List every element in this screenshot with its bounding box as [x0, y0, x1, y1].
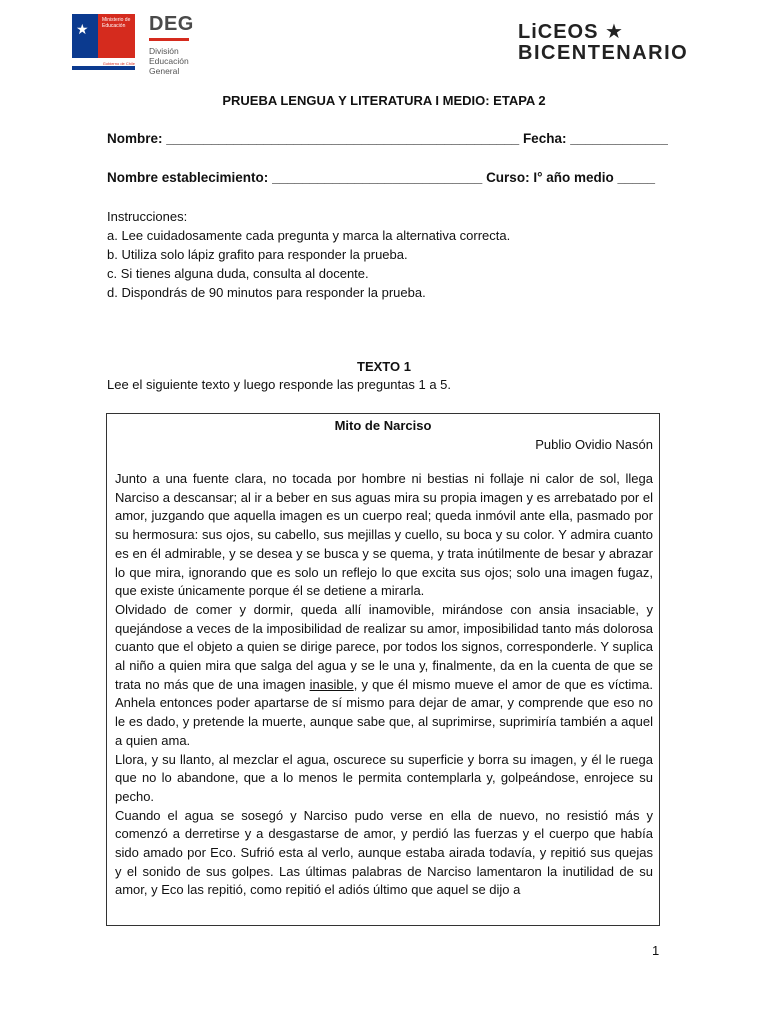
liceos-logo-line2: BICENTENARIO: [518, 42, 689, 64]
star-icon: ★: [76, 21, 89, 37]
ministry-logo-text: Ministerio de Educación: [102, 17, 131, 29]
deg-logo: [149, 14, 194, 76]
story-body: [115, 470, 653, 900]
establecimiento-blank[interactable]: ____________________________: [272, 170, 483, 185]
story-author: Publio Ovidio Nasón: [535, 437, 653, 452]
story-paragraph: [115, 601, 653, 751]
instruction-item: a. Lee cuidadosamente cada pregunta y marca la alternativa correcta.: [107, 228, 511, 243]
fecha-label: Fecha:: [522, 131, 567, 146]
story-box: [106, 413, 660, 926]
story-title: Mito de Narciso: [334, 418, 432, 433]
gobierno-logo-footer: Gobierno de Chile: [102, 61, 135, 66]
fecha-blank[interactable]: _____________: [570, 131, 668, 146]
instructions-heading: Instrucciones:: [107, 209, 188, 224]
nombre-label: Nombre:: [107, 131, 163, 146]
texto-heading: TEXTO 1: [357, 359, 411, 374]
deg-accent-bar: [149, 38, 189, 41]
deg-title: DEG: [149, 13, 194, 35]
page-number: 1: [652, 943, 660, 958]
story-text: , y que él mismo mueve el amor de que es víctima. Anhela entonces poder apartarse de sí mismo para dejar de amar, y comprende que eso no le es dado, y pretende la muerte, aunque sabe que, al suprimirse, suprimiría también a aquel a quien ama.: [115, 676, 653, 748]
story-text: Olvidado de comer y dormir, queda allí inamovible, mirándose con ansia insaciable, y quejándose a veces de la imposibilidad de realizar su amor, imposibilidad tanto más dolorosa cuanto que el objeto a quien se dirige parece, por todos los signos, corresponderle. Y suplica al niño a quien mira que salga del agua y se le una y, finalmente, da en la cuenta de que se trata no más que de una imagen: [115, 601, 653, 692]
texto-intro: Lee el siguiente texto y luego responde las preguntas 1 a 5.: [107, 377, 452, 392]
instructions-block: [107, 207, 510, 302]
underlined-word: inasible: [309, 676, 354, 692]
instruction-item: c. Si tienes alguna duda, consulta al docente.: [107, 266, 369, 281]
curso-label: Curso: I° año medio: [486, 170, 614, 185]
instruction-item: b. Utiliza solo lápiz grafito para responder la prueba.: [107, 247, 408, 262]
story-paragraph: Llora, y su llanto, al mezclar el agua, oscurece su superficie y borra su imagen, y él le ruega que no lo abandone, que a lo menos le permita contemplarla y, golpeándose, enrojece su pecho.: [115, 751, 653, 804]
curso-blank[interactable]: _____: [617, 170, 656, 185]
nombre-blank[interactable]: _______________________________________________: [166, 131, 520, 146]
instruction-item: d. Dispondrás de 90 minutos para responder la prueba.: [107, 285, 426, 300]
story-paragraph: Junto a una fuente clara, no tocada por hombre ni bestias ni follaje ni calor de sol, llega Narciso a descansar; al ir a beber en sus aguas mira su propia imagen y es arrebatado por el amor, juzgando que aquella imagen es un cuerpo real; queda inmóvil ante ella, pasmado por su hermosura: sus ojos, su cabello, sus mejillas y cuello, su boca y su color. Y admira cuanto es en él admirable, y se desea y se busca y se quema, y trata inútilmente de besar y abrazar lo que mira, ignorando que es solo un reflejo lo que excita sus ojos; solo una imagen fugaz, que existe únicamente porque él se detiene a mirarla.: [115, 471, 653, 599]
story-paragraph: Cuando el agua se sosegó y Narciso pudo verse en ella de nuevo, no resistió más y comenzó a derretirse y a desgastarse de amor, y perdió las fuerzas y el cuerpo que había sido amado por Eco. Sufrió esta al verlo, aunque estaba airada todavía, y repitió sus quejas y el sonido de sus golpes. Las últimas palabras de Narciso lamentaron la inutilidad de su amor, y Eco las repitió, como repitió el adiós último que aquel se dijo a: [115, 807, 653, 898]
document-title: PRUEBA LENGUA Y LITERATURA I MEDIO: ETAPA 2: [222, 93, 546, 108]
school-course-row: [107, 170, 655, 185]
name-date-row: [107, 131, 668, 146]
gobierno-de-chile-logo: [72, 14, 135, 72]
logo-underline: [72, 66, 135, 70]
ministry-logo-group: [72, 14, 194, 76]
establecimiento-label: Nombre establecimiento:: [107, 170, 269, 185]
liceos-bicentenario-logo: [518, 22, 688, 64]
liceos-logo-line1: LiCEOS ★: [518, 21, 624, 43]
deg-subtitle-line: General: [149, 66, 180, 76]
deg-subtitle-line: Educación: [149, 56, 189, 66]
deg-subtitle-line: División: [149, 46, 179, 56]
